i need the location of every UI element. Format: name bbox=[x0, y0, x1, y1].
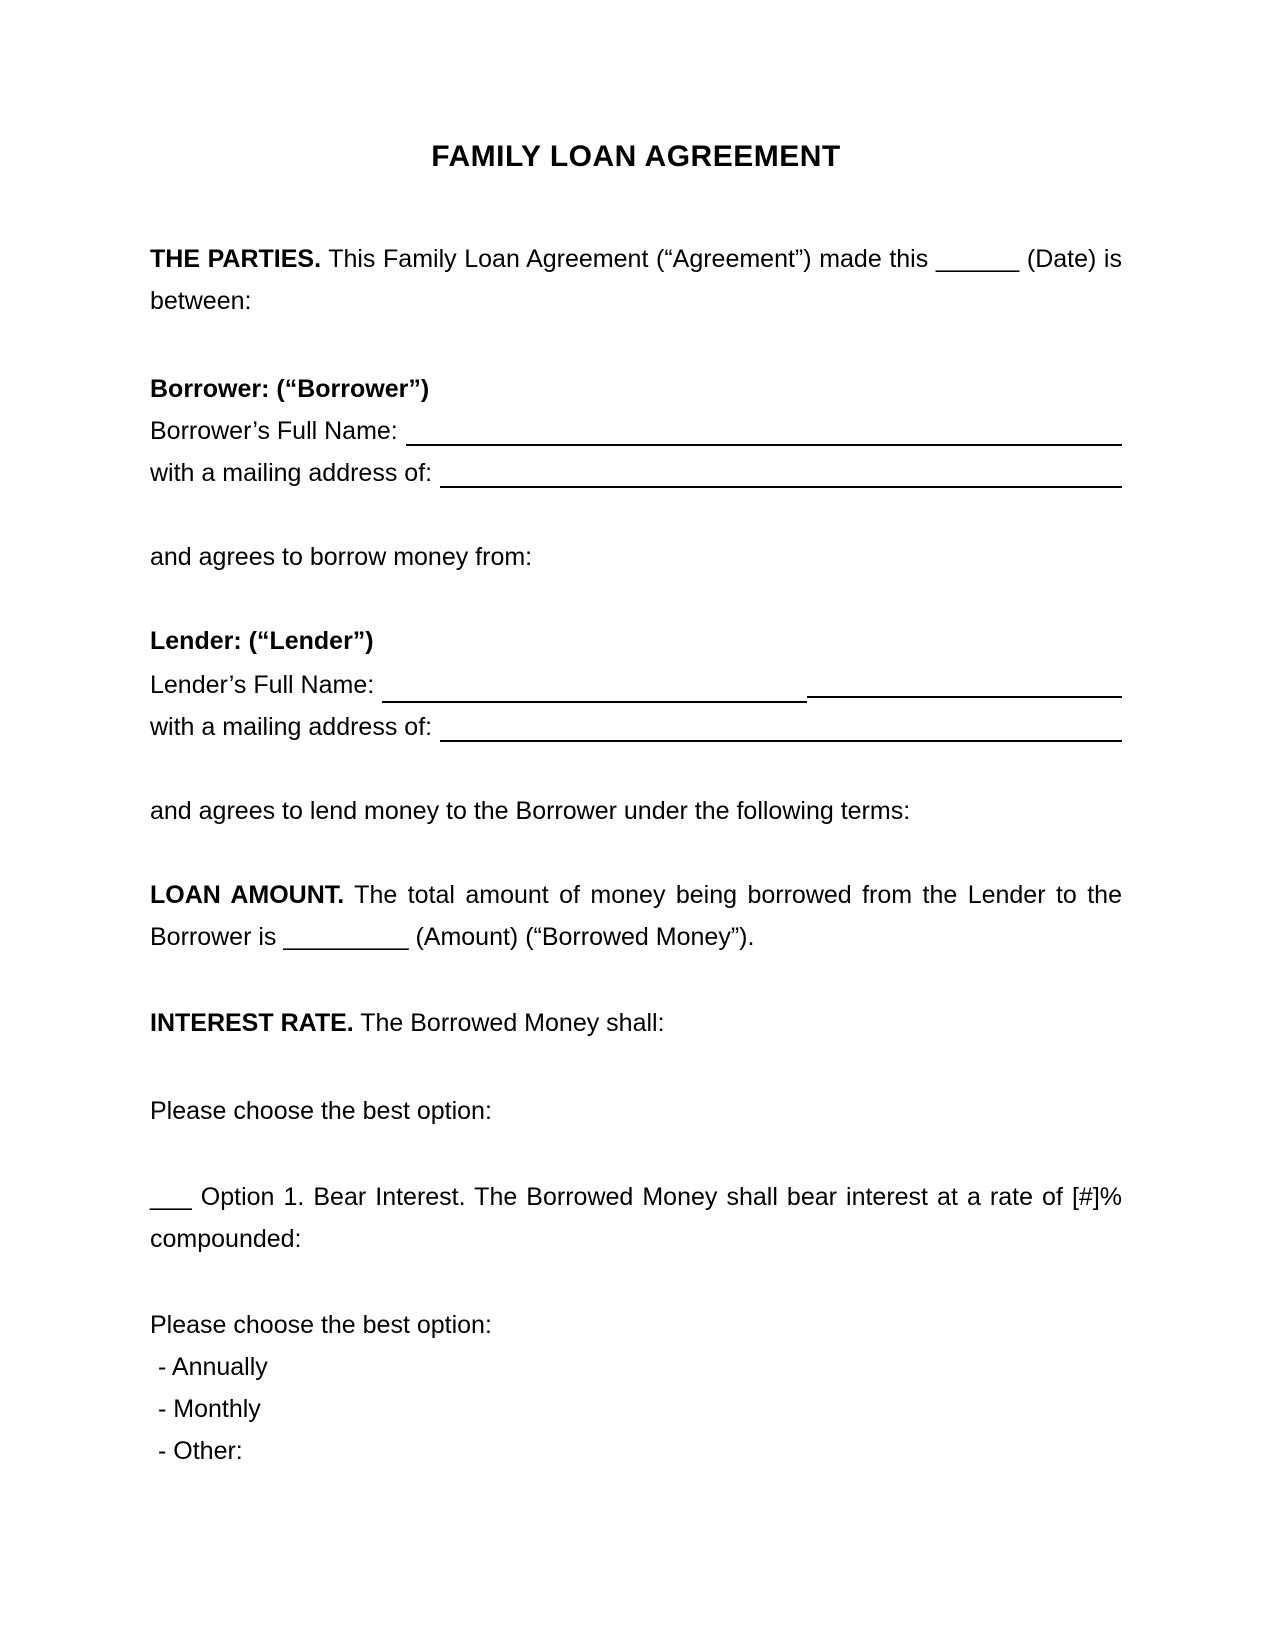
choose-prompt-1: Please choose the best option: bbox=[150, 1097, 492, 1125]
borrower-mailing-row bbox=[150, 452, 1122, 494]
borrower-name-blank-line[interactable] bbox=[406, 410, 1122, 446]
lender-mailing-label: with a mailing address of: bbox=[150, 713, 433, 741]
loan-amount-text: The total amount of money being borrowed from the Lender to the bbox=[354, 881, 1122, 909]
option-other[interactable]: - Other: bbox=[158, 1437, 243, 1465]
borrower-name-label: Borrower’s Full Name: bbox=[150, 417, 398, 445]
interest-frequency-section bbox=[150, 1304, 1122, 1472]
lender-mailing-blank-line[interactable] bbox=[440, 706, 1122, 742]
lender-name-blank-line-2[interactable] bbox=[807, 664, 1122, 698]
lender-name-row bbox=[150, 664, 1122, 706]
interest-rate-paragraph bbox=[150, 1002, 1122, 1044]
interest-rate-lead: INTEREST RATE. bbox=[150, 1009, 354, 1037]
choose-prompt-2: Please choose the best option: bbox=[150, 1311, 492, 1339]
loan-amount-line-2: Borrower is _________ (Amount) (“Borrowed Money”). bbox=[150, 923, 755, 951]
loan-amount-lead: LOAN AMOUNT. bbox=[150, 881, 345, 909]
borrower-name-row bbox=[150, 410, 1122, 452]
option-monthly[interactable]: - Monthly bbox=[158, 1395, 261, 1423]
option-1-paragraph[interactable] bbox=[150, 1176, 1122, 1260]
parties-line-1 bbox=[150, 238, 1122, 280]
loan-amount-line-1 bbox=[150, 874, 1122, 916]
lender-heading: Lender: (“Lender”) bbox=[150, 627, 374, 655]
option-annually[interactable]: - Annually bbox=[158, 1353, 268, 1381]
parties-line-2: between: bbox=[150, 287, 252, 315]
loan-amount-paragraph bbox=[150, 874, 1122, 958]
lender-mailing-row bbox=[150, 706, 1122, 748]
parties-lead: THE PARTIES. bbox=[150, 245, 322, 273]
page-title: FAMILY LOAN AGREEMENT bbox=[431, 140, 841, 173]
agrees-borrow-text: and agrees to borrow money from: bbox=[150, 543, 533, 571]
interest-rate-text: The Borrowed Money shall: bbox=[360, 1009, 665, 1037]
option-1-line-1: ___ Option 1. Bear Interest. The Borrowed Money shall bear interest at a rate of [#]% bbox=[150, 1183, 1122, 1211]
borrower-mailing-blank-line[interactable] bbox=[440, 452, 1122, 488]
parties-text: This Family Loan Agreement (“Agreement”) made this ______ (Date) is bbox=[328, 245, 1122, 273]
parties-paragraph bbox=[150, 238, 1122, 322]
agrees-lend-text: and agrees to lend money to the Borrower under the following terms: bbox=[150, 797, 911, 825]
lender-name-label: Lender’s Full Name: bbox=[150, 671, 375, 699]
borrower-heading: Borrower: (“Borrower”) bbox=[150, 375, 430, 403]
lender-name-blank-line-1[interactable] bbox=[382, 664, 807, 703]
borrower-mailing-label: with a mailing address of: bbox=[150, 459, 433, 487]
option-1-line-2: compounded: bbox=[150, 1225, 302, 1253]
